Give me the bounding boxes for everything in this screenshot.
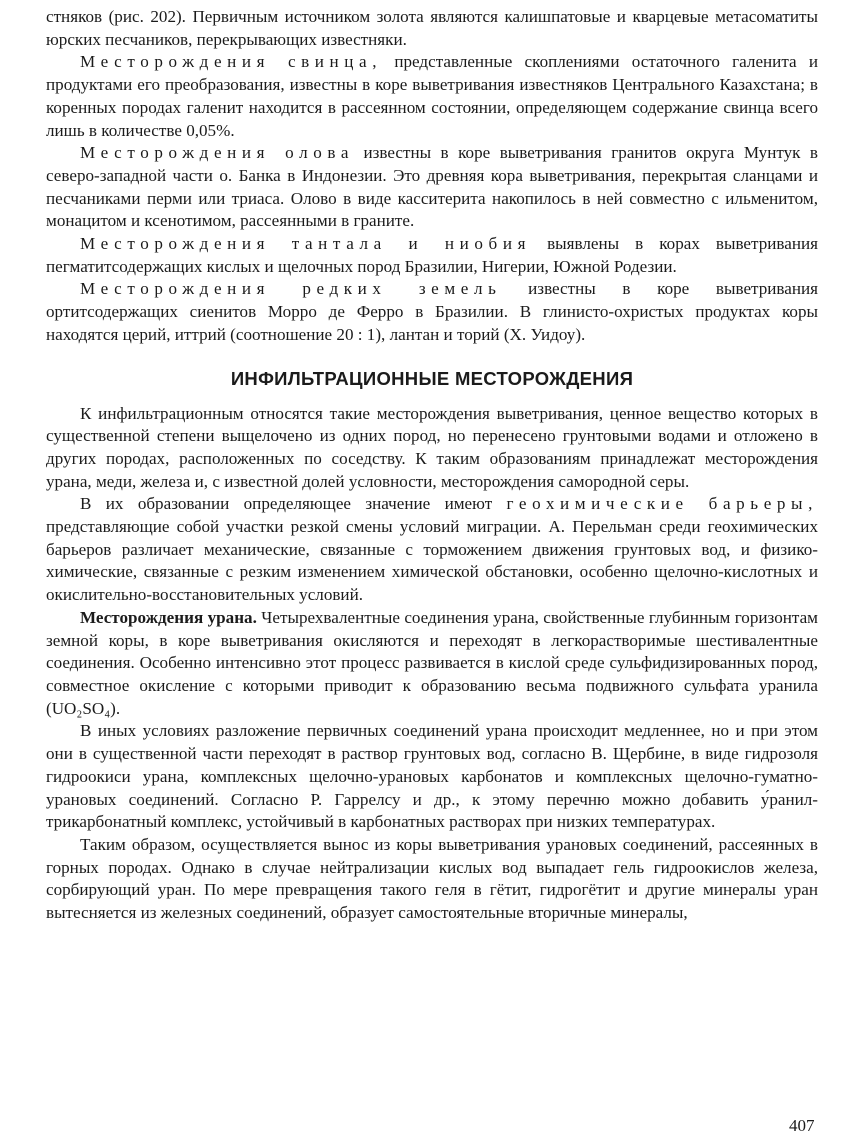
paragraph-text: выявлены в корах выветривания пегматитсодержащих кислых и щелочных пород Бразилии, Нигерии, Южной Родезии.: [46, 234, 818, 276]
paragraph-text: В их образовании определяющее значение имеют: [80, 494, 507, 514]
section-heading: ИНФИЛЬТРАЦИОННЫЕ МЕСТОРОЖДЕНИЯ: [230, 367, 634, 389]
paragraph-text: представляющие собой участки резкой смены условий миграции. А. Перельман среди геохимических барьеров различает механические, связанные с торможением движения грунтовых вод, и физико-химические, связанные с резким изменением химической обстановки, особенно щелочно-кислотных и окислительно-восстановительных условий.: [46, 517, 818, 605]
paragraph-text: известны в коре выветривания гранитов округа Мунтук в северо-западной части о. Банка в Индонезии. Это древняя кора выветривания, перекрытая сланцами и песчаниками перми или триаса. Олово в виде касситерита накопилось в ней совместно с ильменитом, монацитом и ксенотимом, рассеянными в граните.: [46, 143, 818, 231]
spaced-lead-term: Месторождения олова: [80, 143, 355, 163]
paragraph-lead-deposits: [46, 51, 818, 142]
spaced-lead-term: Месторождения тантала и ниобия: [80, 234, 532, 254]
paragraph-text: Четырехвалентные соединения урана, свойственные глубинным горизонтам земной коры, в коре выветривания окисляются и переходят в легкорастворимые шестивалентные соединения. Особенно интенсивно этот процесс развивается в кислой среде сульфидизированных пород, совместное окисление с которыми приводит к образованию весьма подвижного сульфата уранила: [46, 607, 818, 695]
paragraph-gold-sources: стняков (рис. 202). Первичным источником золота являются калишпатовые и кварцевые метасоматиты юрских песчаников, перекрывающих известняки.: [46, 7, 818, 49]
bold-lead-term: Месторождения урана.: [80, 607, 257, 627]
paragraph-rare-earth-deposits: [46, 278, 818, 346]
paragraph-tin-deposits: [46, 142, 818, 233]
spaced-term: геохимические барьеры,: [506, 494, 818, 514]
paragraph-text: представленные скоплениями остаточного галенита и продуктами его преобразования, известны в коре выветривания известняков Центрального Казахстана; в коренных породах галенит находится в рассеянном состоянии, определяющем содержание свинца всего лишь в количестве 0,05%.: [46, 52, 818, 140]
paragraph-uranium-removal: Таким образом, осуществляется вынос из коры выветривания урановых соединений, рассеянных в горных породах. Однако в случае нейтрализации кислых вод выпадает гель гидроокислов железа, сорбирующий уран. По мере превращения такого геля в гётит, гидрогётит и другие минералы уран вытесняется из железных соединений, образует самостоятельные вторичные минералы,: [46, 834, 818, 923]
paragraph-text: известны в коре выветривания ортитсодержащих сиенитов Морро де Ферро в Бразилии. В глинисто-охристых продуктах коры находятся церий, иттрий (соотношение 20 : 1), лантан и торий (Х. Уидоу).: [46, 279, 818, 344]
paragraph-uranium-solutions: В иных условиях разложение первичных соединений урана происходит медленнее, но и при этом они в существенной части переходят в раствор грунтовых вод, согласно В. Щербине, в виде гидрозоля гидроокиси урана, комплексных щелочно-урановых карбонатов и комплексных щелочно-гуматно-урановых соединений. Согласно Р. Гаррелсу и др., к этому перечню можно добавить у́ранил-трикарбонатный комплекс, устойчивый в карбонатных растворах при низких температурах.: [46, 721, 818, 832]
spaced-lead-term: Месторождения свинца,: [80, 52, 383, 72]
page-content: [46, 6, 818, 925]
chemical-formula: (UO₂SO₄).: [46, 698, 121, 718]
paragraph-geochemical-barriers: [46, 493, 818, 607]
paragraph-infiltration-definition: К инфильтрационным относятся такие месторождения выветривания, ценное вещество которых в существенной степени выщелочено из одних пород, но перенесено грунтовыми водами и отложено в других породах, расположенных по соседству. К таким образованиям принадлежат месторождения урана, меди, железа и, с известной долей условности, месторождения самородной серы.: [46, 403, 818, 491]
page-number: 407: [789, 1116, 815, 1135]
paragraph-tantalum-niobium-deposits: [46, 233, 818, 278]
paragraph-uranium-deposits: [46, 607, 818, 721]
spaced-lead-term: Месторождения редких земель: [80, 279, 502, 299]
